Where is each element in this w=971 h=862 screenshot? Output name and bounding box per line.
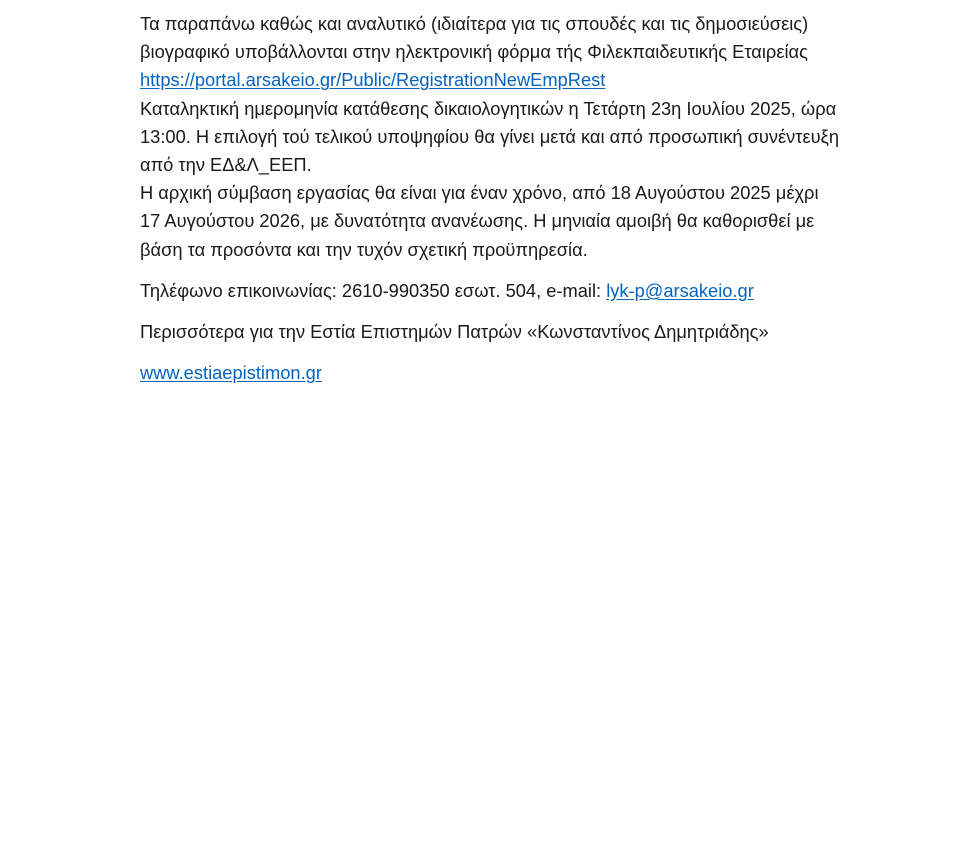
website-paragraph	[140, 359, 840, 387]
website-link[interactable]: www.estiaepistimon.gr	[140, 362, 322, 384]
deadline-paragraph: Καταληκτική ημερομηνία κατάθεσης δικαιολογητικών η Τετάρτη 23η Ιουλίου 2025, ώρα 13:00. Η επιλογή τού τελικού υποψηφίου θα γίνει μετά και από προσωπική συνέντευξη από την ΕΔ&Λ_ΕΕΠ.	[140, 97, 840, 176]
contact-paragraph	[140, 277, 840, 305]
contract-paragraph: Η αρχική σύμβαση εργασίας θα είναι για έναν χρόνο, από 18 Αυγούστου 2025 μέχρι 17 Αυγούστου 2026, με δυνατότητα ανανέωσης. Η μηνιαία αμοιβή θα καθορισθεί με βάση τα προσόντα και την τυχόν σχετική προϋπηρεσία.	[140, 182, 819, 260]
application-paragraph	[140, 10, 840, 95]
registration-link[interactable]: https://portal.arsakeio.gr/Public/RegistrationNewEmpRest	[140, 69, 606, 91]
document-body	[140, 10, 840, 387]
more-info-paragraph: Περισσότερα για την Εστία Επιστημών Πατρών «Κωνσταντίνος Δημητριάδης»	[140, 321, 769, 343]
application-text: Τα παραπάνω καθώς και αναλυτικό (ιδιαίτερα για τις σπουδές και τις δημοσιεύσεις) βιογραφικό υποβάλλονται στην ηλεκτρονική φόρμα τής Φιλεκπαιδευτικής Εταιρείας	[140, 13, 809, 63]
contact-text: Τηλέφωνο επικοινωνίας: 2610-990350 εσωτ. 504, e-mail:	[140, 279, 602, 301]
email-link[interactable]: lyk-p@arsakeio.gr	[606, 279, 754, 301]
